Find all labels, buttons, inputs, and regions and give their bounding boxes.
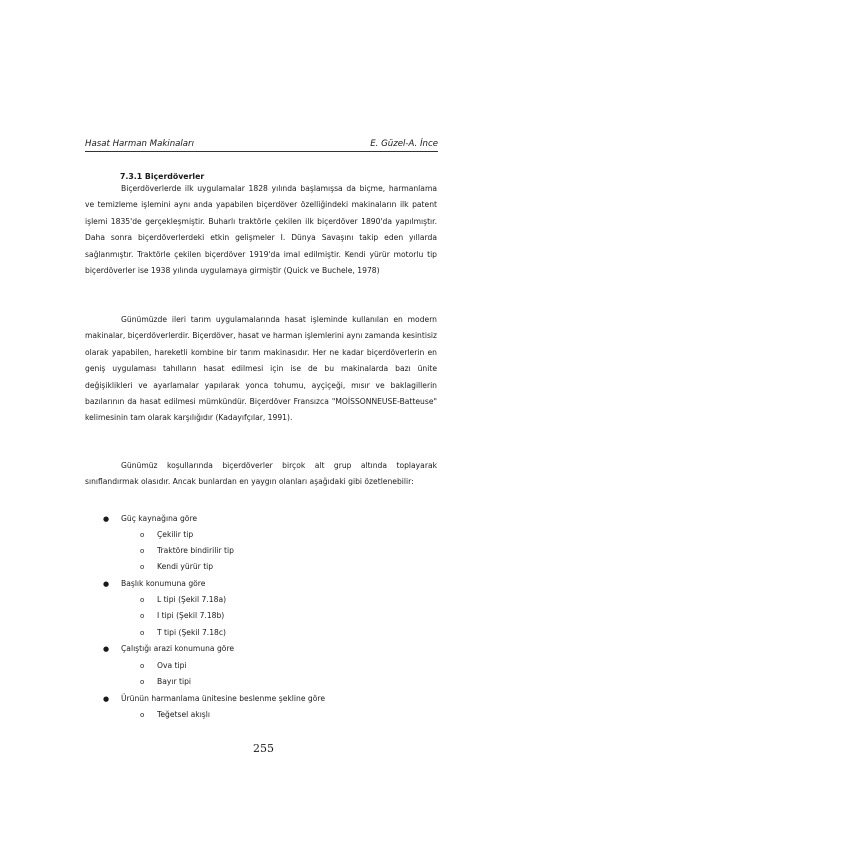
paragraph-classification-intro: Günümüz koşullarında biçerdöverler birçok alt grup altında toplayarak sınıflandırmak olasıdır. Ancak bunlardan en yaygın olanları aşağıdaki gibi özetlenebilir: [85,461,437,487]
sub-list-item: Ova tipi [157,661,187,670]
bullet-icon: ● [103,515,110,523]
section-heading: 7.3.1 Biçerdöverler [120,172,205,181]
circle-bullet-icon: o [140,612,145,620]
circle-bullet-icon: o [140,678,145,686]
sub-list-item: Traktöre bindirilir tip [157,546,234,555]
running-header [85,139,438,152]
circle-bullet-icon: o [140,547,145,555]
list-item: Güç kaynağına göre [121,514,198,523]
list-item: Ürünün harmanlama ünitesine beslenme şekline göre [121,694,326,703]
circle-bullet-icon: o [140,596,145,604]
sub-list-item: Çekilir tip [157,530,194,539]
sub-list-item: Kendi yürür tip [157,562,214,571]
list-item: Çalıştığı arazi konumuna göre [121,644,235,653]
paragraph-history: Biçerdöverlerde ilk uygulamalar 1828 yılında başlamışsa da biçme, harmanlama ve temizleme işlemini aynı anda yapabilen biçerdöver özelliğindeki makinaların ilk patent işlemi 1835'de gerçekleşmiştir. Buharlı traktörle çekilen ilk biçerdöver 1890'da yapılmıştır. Daha sonra biçerdöverlerdeki etkin gelişmeler I. Dünya Savaşını takip eden yıllarda sağlanmıştır. Traktörle çekilen biçerdöver 1919'da imal edilmiştir. Kendi yürür motorlu tip biçerdöverler ise 1938 yılında uygulamaya girmiştir (Quick ve Buchele, 1978) [85,184,437,276]
bullet-icon: ● [103,695,110,703]
sub-list-item: Bayır tipi [157,677,192,686]
circle-bullet-icon: o [140,563,145,571]
bullet-icon: ● [103,580,110,588]
sub-list-item: T tipi (Şekil 7.18c) [157,628,227,637]
header-authors: E. Güzel-A. İnce [370,139,438,149]
circle-bullet-icon: o [140,662,145,670]
header-book-title: Hasat Harman Makinaları [85,139,194,149]
circle-bullet-icon: o [140,629,145,637]
circle-bullet-icon: o [140,531,145,539]
page-number: 255 [253,742,274,755]
list-item: Başlık konumuna göre [121,579,206,588]
paragraph-definition: Günümüzde ileri tarım uygulamalarında hasat işleminde kullanılan en modern makinalar, biçerdöverlerdir. Biçerdöver, hasat ve harman işlemlerini aynı zamanda kesintisiz olarak yapabilen, hareketli kombine bir tarım makinasıdır. Her ne kadar biçerdöverlerin en geniş uygulaması tahılların hasat edilmesi için ise de bu makinalarda bazı ünite değişiklikleri ve ayarlamalar yapılarak yonca tohumu, ayçiçeği, mısır ve baklagillerin bazılarının da hasat edilmesi mümkündür. Biçerdöver Fransızca "MOİSSONNEUSE-Batteuse" kelimesinin tam olarak karşılığıdır (Kadayıfçılar, 1991). [85,315,438,423]
sub-list-item: L tipi (Şekil 7.18a) [157,595,227,604]
sub-list-item: Teğetsel akışlı [157,710,210,719]
circle-bullet-icon: o [140,711,145,719]
sub-list-item: I tipi (Şekil 7.18b) [157,611,225,620]
bullet-icon: ● [103,645,110,653]
